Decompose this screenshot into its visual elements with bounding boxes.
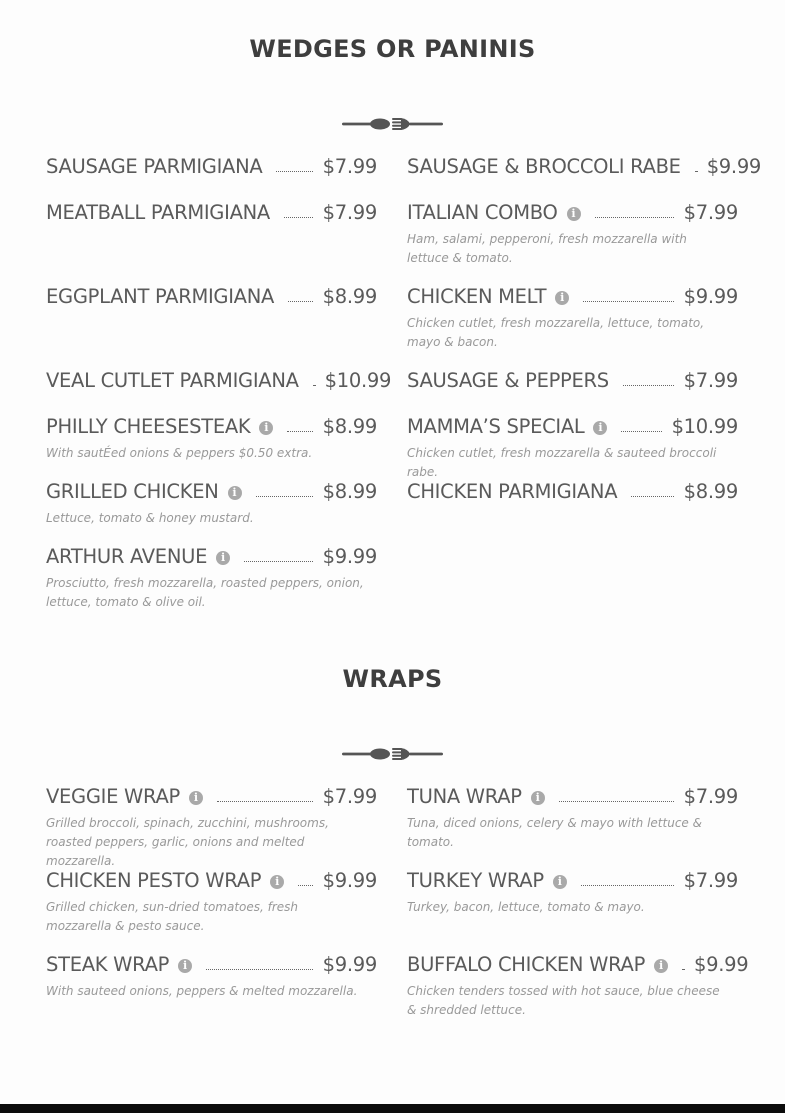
item-price: $7.99 — [683, 785, 738, 808]
section-title-wedges: WEDGES OR PANINIS — [249, 35, 536, 63]
menu-item[interactable] — [407, 953, 749, 1020]
item-price: $10.99 — [324, 369, 392, 392]
menu-item[interactable] — [407, 415, 738, 482]
item-price: $9.99 — [322, 545, 377, 568]
leader-dots — [284, 217, 313, 218]
info-icon[interactable]: i — [555, 291, 569, 305]
info-icon[interactable]: i — [259, 421, 273, 435]
item-description: Grilled chicken, sun-dried tomatoes, fresh mozzarella & pesto sauce. — [46, 900, 299, 933]
item-name: BUFFALO CHICKEN WRAP — [407, 953, 646, 976]
info-icon[interactable]: i — [553, 875, 567, 889]
item-description: Ham, salami, pepperoni, fresh mozzarella with lettuce & tomato. — [407, 232, 687, 265]
item-name: MEATBALL PARMIGIANA — [46, 201, 270, 224]
leader-dots — [217, 801, 313, 802]
info-icon[interactable]: i — [270, 875, 284, 889]
section-title-wraps: WRAPS — [342, 665, 443, 693]
item-description: Tuna, diced onions, celery & mayo with lettuce & tomato. — [407, 816, 702, 849]
spoon-fork-icon — [340, 746, 446, 762]
item-price: $7.99 — [322, 785, 377, 808]
item-name: STEAK WRAP — [46, 953, 170, 976]
leader-dots — [244, 561, 313, 562]
leader-dots — [276, 171, 312, 172]
item-price: $7.99 — [322, 155, 377, 178]
item-price: $9.99 — [683, 285, 738, 308]
leader-dots — [595, 217, 674, 218]
item-description: Prosciutto, fresh mozzarella, roasted peppers, onion, lettuce, tomato & olive oil. — [46, 576, 364, 609]
menu-item[interactable] — [407, 480, 738, 506]
leader-dots — [581, 885, 674, 886]
item-price: $7.99 — [683, 869, 738, 892]
item-name: ARTHUR AVENUE — [46, 545, 208, 568]
item-name: TURKEY WRAP — [407, 869, 544, 892]
item-price: $10.99 — [671, 415, 738, 438]
item-name: SAUSAGE & BROCCOLI RABE — [407, 155, 681, 178]
leader-dots — [287, 431, 312, 432]
item-name: SAUSAGE PARMIGIANA — [46, 155, 263, 178]
menu-item[interactable] — [407, 869, 738, 917]
item-description: Chicken cutlet, fresh mozzarella & sauteed broccoli rabe. — [407, 446, 717, 479]
menu-item[interactable] — [46, 785, 377, 871]
item-name: VEGGIE WRAP — [46, 785, 180, 808]
item-name: CHICKEN PESTO WRAP — [46, 869, 262, 892]
leader-dots — [256, 496, 313, 497]
item-price: $8.99 — [322, 415, 377, 438]
leader-dots — [682, 969, 684, 970]
item-name: EGGPLANT PARMIGIANA — [46, 285, 275, 308]
leader-dots — [288, 301, 313, 302]
leader-dots — [313, 385, 315, 386]
item-description: Chicken tenders tossed with hot sauce, blue cheese & shredded lettuce. — [407, 984, 720, 1017]
leader-dots — [298, 885, 312, 886]
leader-dots — [583, 301, 673, 302]
menu-item[interactable] — [46, 369, 392, 395]
menu-item[interactable] — [407, 369, 738, 395]
item-price: $7.99 — [683, 201, 738, 224]
item-price: $9.99 — [322, 953, 377, 976]
item-name: ITALIAN COMBO — [407, 201, 558, 224]
item-name: GRILLED CHICKEN — [46, 480, 219, 503]
item-description: With sauteed onions, peppers & melted mozzarella. — [46, 984, 358, 998]
menu-item[interactable] — [46, 415, 377, 463]
leader-dots — [559, 801, 674, 802]
leader-dots — [695, 171, 697, 172]
info-icon[interactable]: i — [228, 486, 242, 500]
item-description: Lettuce, tomato & honey mustard. — [46, 511, 254, 525]
leader-dots — [631, 496, 673, 497]
menu-item[interactable] — [46, 201, 377, 227]
item-name: PHILLY CHEESESTEAK — [46, 415, 251, 438]
item-price: $8.99 — [322, 285, 377, 308]
item-description: With sautÉed onions & peppers $0.50 extra. — [46, 446, 313, 460]
item-price: $9.99 — [694, 953, 749, 976]
item-name: CHICKEN MELT — [407, 285, 547, 308]
item-name: TUNA WRAP — [407, 785, 522, 808]
menu-item[interactable] — [407, 155, 762, 181]
menu-item[interactable] — [407, 285, 738, 352]
item-description: Grilled broccoli, spinach, zucchini, mushrooms, roasted peppers, garlic, onions and melted mozzarella. — [46, 816, 329, 868]
menu-item[interactable] — [46, 480, 377, 528]
bottom-bar — [0, 1104, 785, 1113]
spoon-fork-icon — [340, 116, 446, 132]
info-icon[interactable]: i — [531, 791, 545, 805]
info-icon[interactable]: i — [567, 207, 581, 221]
item-description: Turkey, bacon, lettuce, tomato & mayo. — [407, 900, 645, 914]
menu-item[interactable] — [407, 785, 738, 852]
item-name: CHICKEN PARMIGIANA — [407, 480, 618, 503]
item-description: Chicken cutlet, fresh mozzarella, lettuce, tomato, mayo & bacon. — [407, 316, 705, 349]
item-price: $8.99 — [322, 480, 377, 503]
info-icon[interactable]: i — [189, 791, 203, 805]
item-price: $7.99 — [322, 201, 377, 224]
leader-dots — [621, 431, 661, 432]
menu-item[interactable] — [46, 545, 377, 612]
info-icon[interactable]: i — [593, 421, 607, 435]
info-icon[interactable]: i — [216, 551, 230, 565]
item-name: SAUSAGE & PEPPERS — [407, 369, 609, 392]
menu-item[interactable] — [46, 155, 377, 181]
menu-item[interactable] — [46, 953, 377, 1001]
leader-dots — [206, 969, 313, 970]
item-price: $7.99 — [683, 369, 738, 392]
item-price: $8.99 — [683, 480, 738, 503]
menu-item[interactable] — [46, 285, 377, 311]
item-name: MAMMA’S SPECIAL — [407, 415, 585, 438]
item-price: $9.99 — [322, 869, 377, 892]
menu-item[interactable] — [407, 201, 738, 268]
item-price: $9.99 — [706, 155, 762, 178]
leader-dots — [623, 385, 674, 386]
info-icon[interactable]: i — [178, 959, 192, 973]
menu-item[interactable] — [46, 869, 377, 936]
info-icon[interactable]: i — [654, 959, 668, 973]
item-name: VEAL CUTLET PARMIGIANA — [46, 369, 299, 392]
